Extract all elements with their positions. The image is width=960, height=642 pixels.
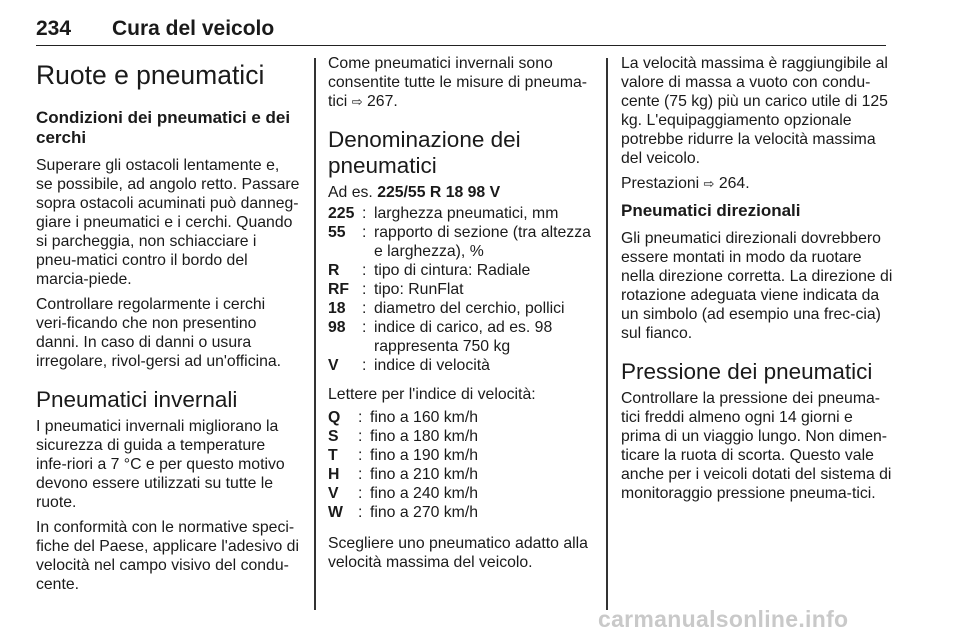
definition-key: V [328,485,339,502]
paragraph-text: Come pneumatici invernali sono consentite tutte le misure di pneuma-tici [328,55,588,110]
example-line [328,183,594,202]
definition-value: fino a 180 km/h [370,428,479,445]
definition-separator: : [358,504,363,521]
definition-value: fino a 270 km/h [370,504,479,521]
definition-row [328,204,594,223]
column-2 [328,54,594,578]
definition-key: 55 [328,224,346,241]
definition-value: larghezza pneumatici, mm [374,205,559,222]
definition-value: tipo: RunFlat [374,281,464,298]
example-code: 225/55 R 18 98 V [377,184,501,201]
speed-intro: Lettere per l'indice di velocità: [328,386,536,403]
definition-row [328,408,594,427]
definition-key: 98 [328,319,346,336]
definition-value: fino a 210 km/h [370,466,479,483]
definition-separator: : [362,224,367,241]
definition-separator: : [362,205,367,222]
paragraph: Superare gli ostacoli lentamente e, se possibile, ad angolo retto. Passare sopra ostacoli acuminati può danneg-giare i pneumatici e i cerchi. Quando si parcheggia, non schiacciare i pneu-matici contro il bordo del marcia-piede. [36,157,300,288]
definition-value: fino a 190 km/h [370,447,479,464]
definition-key: S [328,428,339,445]
page-header [36,4,886,46]
definition-row [328,446,594,465]
column-3 [621,54,893,509]
column-1 [36,54,300,600]
definition-row [328,299,594,318]
paragraph: Gli pneumatici direzionali dovrebbero essere montati in modo da ruotare nella direzione corretta. La direzione di rotazione adeguata viene indicata da un simbolo (ad esempio una frec-cia) sul fianco. [621,230,893,342]
definition-value: fino a 160 km/h [370,409,479,426]
definition-separator: : [358,485,363,502]
definition-row [328,261,594,280]
definition-separator: : [362,262,367,279]
definition-key: V [328,357,339,374]
definition-value: rapporto di sezione (tra altezza e larghezza), % [374,224,591,260]
column-divider-2 [606,58,608,610]
definition-key: T [328,447,338,464]
definition-value: indice di velocità [374,357,490,374]
definition-separator: : [362,300,367,317]
paragraph: La velocità massima è raggiungibile al valore di massa a vuoto con condu-cente (75 kg) più un carico utile di 125 kg. L'equipaggiamento opzionale potrebbe ridurre la velocità massima del veicolo. [621,55,888,167]
definition-separator: : [358,409,363,426]
definition-key: H [328,466,340,483]
page-reference[interactable]: 267. [367,93,398,110]
definition-row [328,356,594,375]
definition-row [328,223,594,261]
example-prefix: Ad es. [328,184,373,201]
definition-row [328,484,594,503]
definition-separator: : [362,281,367,298]
definition-separator: : [358,428,363,445]
definition-row [328,427,594,446]
column-divider-1 [314,58,316,610]
paragraph: Controllare la pressione dei pneuma-tici freddi almeno ogni 14 giorni e prima di un viaggio lungo. Non dimen-ticare la ruota di scorta. Questo vale anche per i veicoli dotati del sistema di monitoraggio pressione pneuma-tici. [621,390,892,502]
definition-separator: : [362,357,367,374]
paragraph: Controllare regolarmente i cerchi veri-ficando che non presentino danni. In caso di danni o usura irregolare, rivol-gersi ad un'officina. [36,296,282,370]
heading-tyre-designation: Denominazione dei pneumatici [328,127,521,178]
designation-definitions [328,204,594,375]
definition-row [328,465,594,484]
page-reference[interactable]: 264. [718,175,750,192]
paragraph: Scegliere uno pneumatico adatto alla velocità massima del veicolo. [328,535,588,571]
watermark[interactable]: carmanualsonline.info [598,606,849,632]
paragraph [621,174,893,193]
heading-tyre-pressure: Pressione dei pneumatici [621,359,873,384]
definition-row [328,280,594,299]
section-title: Cura del veicolo [112,17,275,40]
page-reference-icon: ⇨ [703,176,715,191]
definition-key: Q [328,409,341,426]
definition-key: 225 [328,205,355,222]
definition-separator: : [358,447,363,464]
definition-key: 18 [328,300,346,317]
definition-row [328,503,594,522]
definition-key: R [328,262,340,279]
paragraph: In conformità con le normative speci-fiche del Paese, applicare l'adesivo di velocità nel campo visivo del condu-cente. [36,519,299,593]
heading-winter-tyres: Pneumatici invernali [36,387,238,412]
page-title: Ruote e pneumatici [36,60,265,90]
subheading-directional: Pneumatici direzionali [621,201,801,220]
definition-value: indice di carico, ad es. 98 rappresenta 750 kg [374,319,553,355]
paragraph: I pneumatici invernali migliorano la sicurezza di guida a temperature infe-riori a 7 °C e per questo motivo devono essere utilizzati su tutte le ruote. [36,418,285,511]
page-reference-icon: ⇨ [351,94,363,109]
definition-separator: : [362,319,367,336]
definition-key: RF [328,281,350,298]
definition-separator: : [358,466,363,483]
paragraph-text: Prestazioni [621,175,700,192]
paragraph [328,54,594,111]
definition-key: W [328,504,343,521]
page-number: 234 [36,17,72,40]
definition-row [328,318,594,356]
definition-value: fino a 240 km/h [370,485,479,502]
speed-index-list [328,408,594,522]
subheading-conditions: Condizioni dei pneumatici e dei cerchi [36,108,291,147]
definition-value: tipo di cintura: Radiale [374,262,531,279]
definition-value: diametro del cerchio, pollici [374,300,565,317]
